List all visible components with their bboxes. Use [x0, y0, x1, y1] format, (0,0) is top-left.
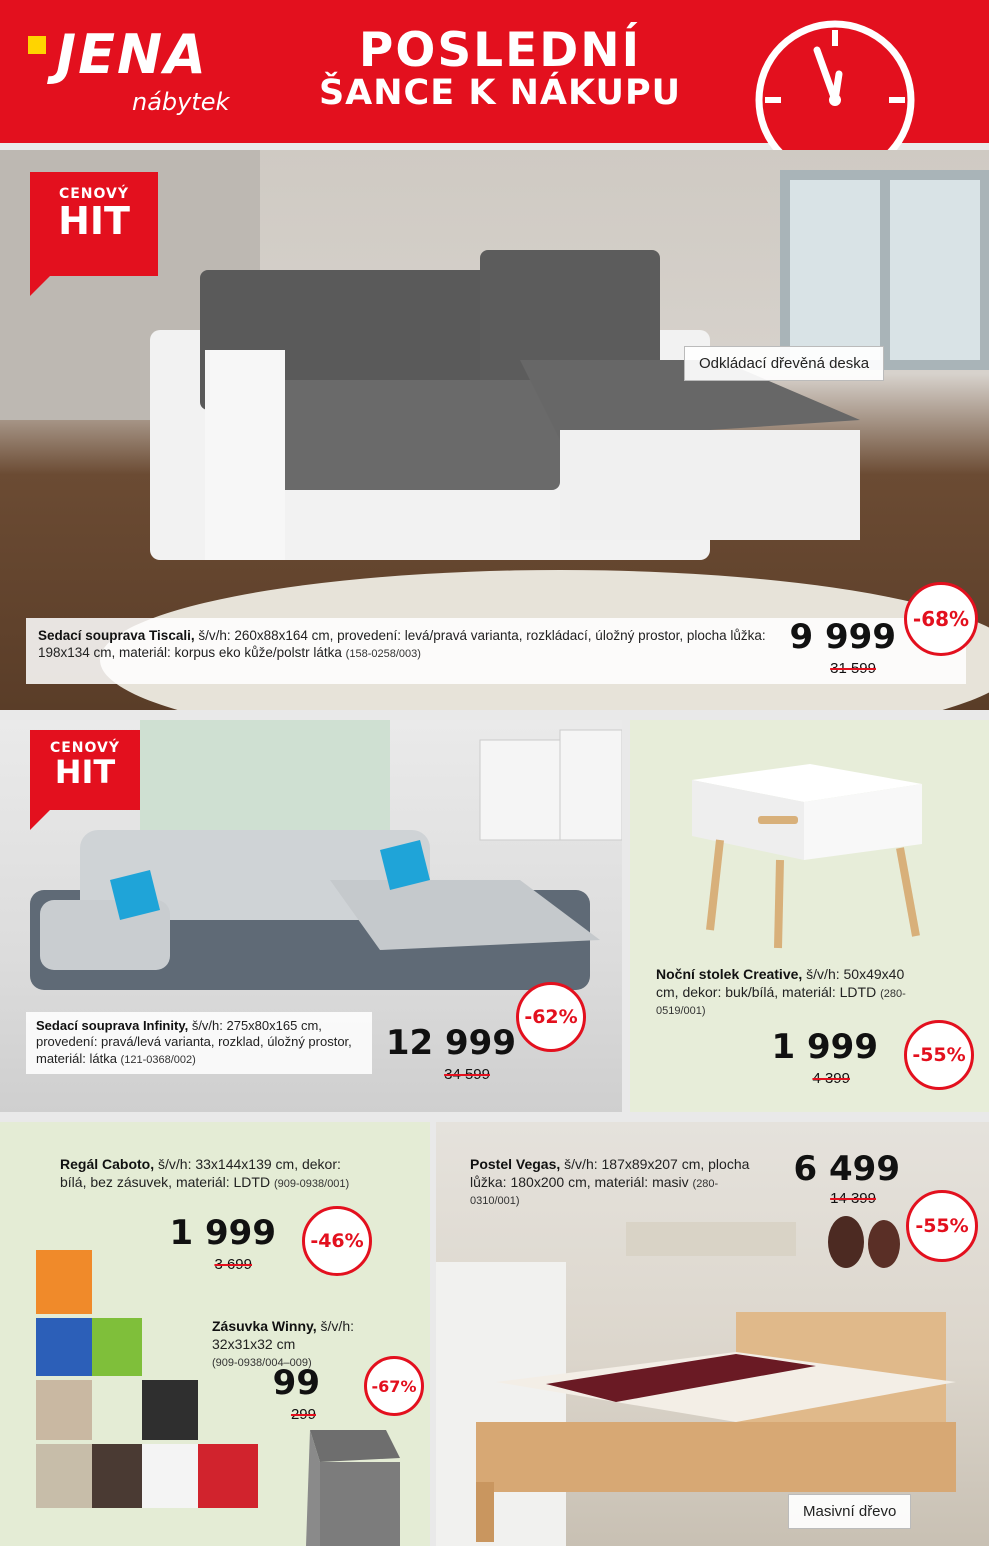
- badge-big-text: HIT: [58, 199, 130, 243]
- product-desc: š/v/h: 50x49x40 cm, dekor: buk/bílá, materiál: LDTD: [656, 966, 905, 1000]
- price-old: 14 399: [830, 1190, 876, 1207]
- product-desc: š/v/h: 187x89x207 cm, plocha lůžka: 180x200 cm, materiál: masiv: [470, 1156, 750, 1190]
- feature-label-wood-board: Odkládací dřevěná deska: [684, 346, 884, 381]
- badge-big-text: HIT: [54, 753, 116, 791]
- discount-badge: -55%: [906, 1190, 978, 1262]
- product-name: Regál Caboto,: [60, 1156, 155, 1172]
- discount-badge: -46%: [302, 1206, 372, 1276]
- header-banner: [0, 0, 989, 143]
- price-old: 31 599: [830, 660, 876, 677]
- product-panel-vegas: [436, 1122, 989, 1546]
- price-current: 12 999: [385, 1023, 516, 1063]
- product-name: Sedací souprava Tiscali,: [38, 628, 195, 643]
- headline-line1: POSLEDNÍ: [358, 23, 642, 78]
- brand-logo[interactable]: [28, 23, 258, 124]
- product-desc: š/v/h: 275x80x165 cm, provedení: pravá/levá varianta, rozklad, úložný prostor, materiál: látka: [36, 1018, 352, 1066]
- brand-subtitle: nábytek: [132, 88, 230, 116]
- price-old: 34 599: [444, 1066, 490, 1083]
- product-name: Sedací souprava Infinity,: [36, 1018, 189, 1033]
- price-old: 299: [290, 1406, 316, 1423]
- feature-label-solid-wood: Masivní dřevo: [788, 1494, 911, 1529]
- price-current: 1 999: [771, 1027, 878, 1067]
- discount-badge: -68%: [904, 582, 978, 656]
- product-info-caboto: [60, 1156, 360, 1191]
- product-info-creative: [656, 966, 906, 1019]
- product-desc: š/v/h: 33x144x139 cm, dekor: bílá, bez zásuvek, materiál: LDTD: [60, 1156, 341, 1190]
- discount-badge: -62%: [516, 982, 586, 1052]
- product-code: (280-0519/001): [656, 987, 906, 1018]
- brand-name: JENA: [56, 23, 208, 86]
- logo-dot: [28, 36, 46, 54]
- product-desc: š/v/h: 32x31x32 cm: [212, 1318, 355, 1352]
- price-hit-badge: [30, 730, 140, 810]
- badge-small-text: CENOVÝ: [49, 740, 121, 756]
- badge-small-text: CENOVÝ: [58, 186, 130, 202]
- headline: [300, 23, 700, 114]
- price-current: 99: [272, 1363, 320, 1403]
- product-name: Zásuvka Winny,: [212, 1318, 317, 1334]
- headline-line2: ŠANCE K NÁKUPU: [318, 73, 682, 114]
- product-info-vegas: [470, 1156, 766, 1209]
- discount-badge: -67%: [364, 1356, 424, 1416]
- price-old: 4 399: [812, 1070, 850, 1087]
- product-code: (158-0258/003): [345, 647, 421, 660]
- product-code: (280-0310/001): [470, 1177, 719, 1208]
- product-name: Postel Vegas,: [470, 1156, 561, 1172]
- product-code: (121-0368/002): [120, 1053, 196, 1066]
- product-panel-caboto: [0, 1122, 430, 1546]
- product-info-infinity: [26, 1012, 372, 1074]
- discount-badge: -55%: [904, 1020, 974, 1090]
- product-panel-infinity: [0, 720, 622, 1112]
- product-panel-creative: [630, 720, 989, 1112]
- product-panel-tiscali: [0, 150, 989, 710]
- price-old: 3 699: [214, 1256, 252, 1273]
- product-desc: š/v/h: 260x88x164 cm, provedení: levá/pravá varianta, rozkládací, úložný prostor, plocha lůžka: 198x134 cm, materiál: korpus eko kůže/polstr látka: [38, 628, 766, 660]
- price-current: 9 999: [789, 617, 896, 657]
- product-code: (909-0938/001): [273, 1177, 350, 1190]
- product-name: Noční stolek Creative,: [656, 966, 803, 982]
- price-current: 6 499: [793, 1149, 900, 1189]
- price-hit-badge: [30, 172, 158, 276]
- product-code: (909-0938/004–009): [212, 1357, 312, 1369]
- price-current: 1 999: [169, 1213, 276, 1253]
